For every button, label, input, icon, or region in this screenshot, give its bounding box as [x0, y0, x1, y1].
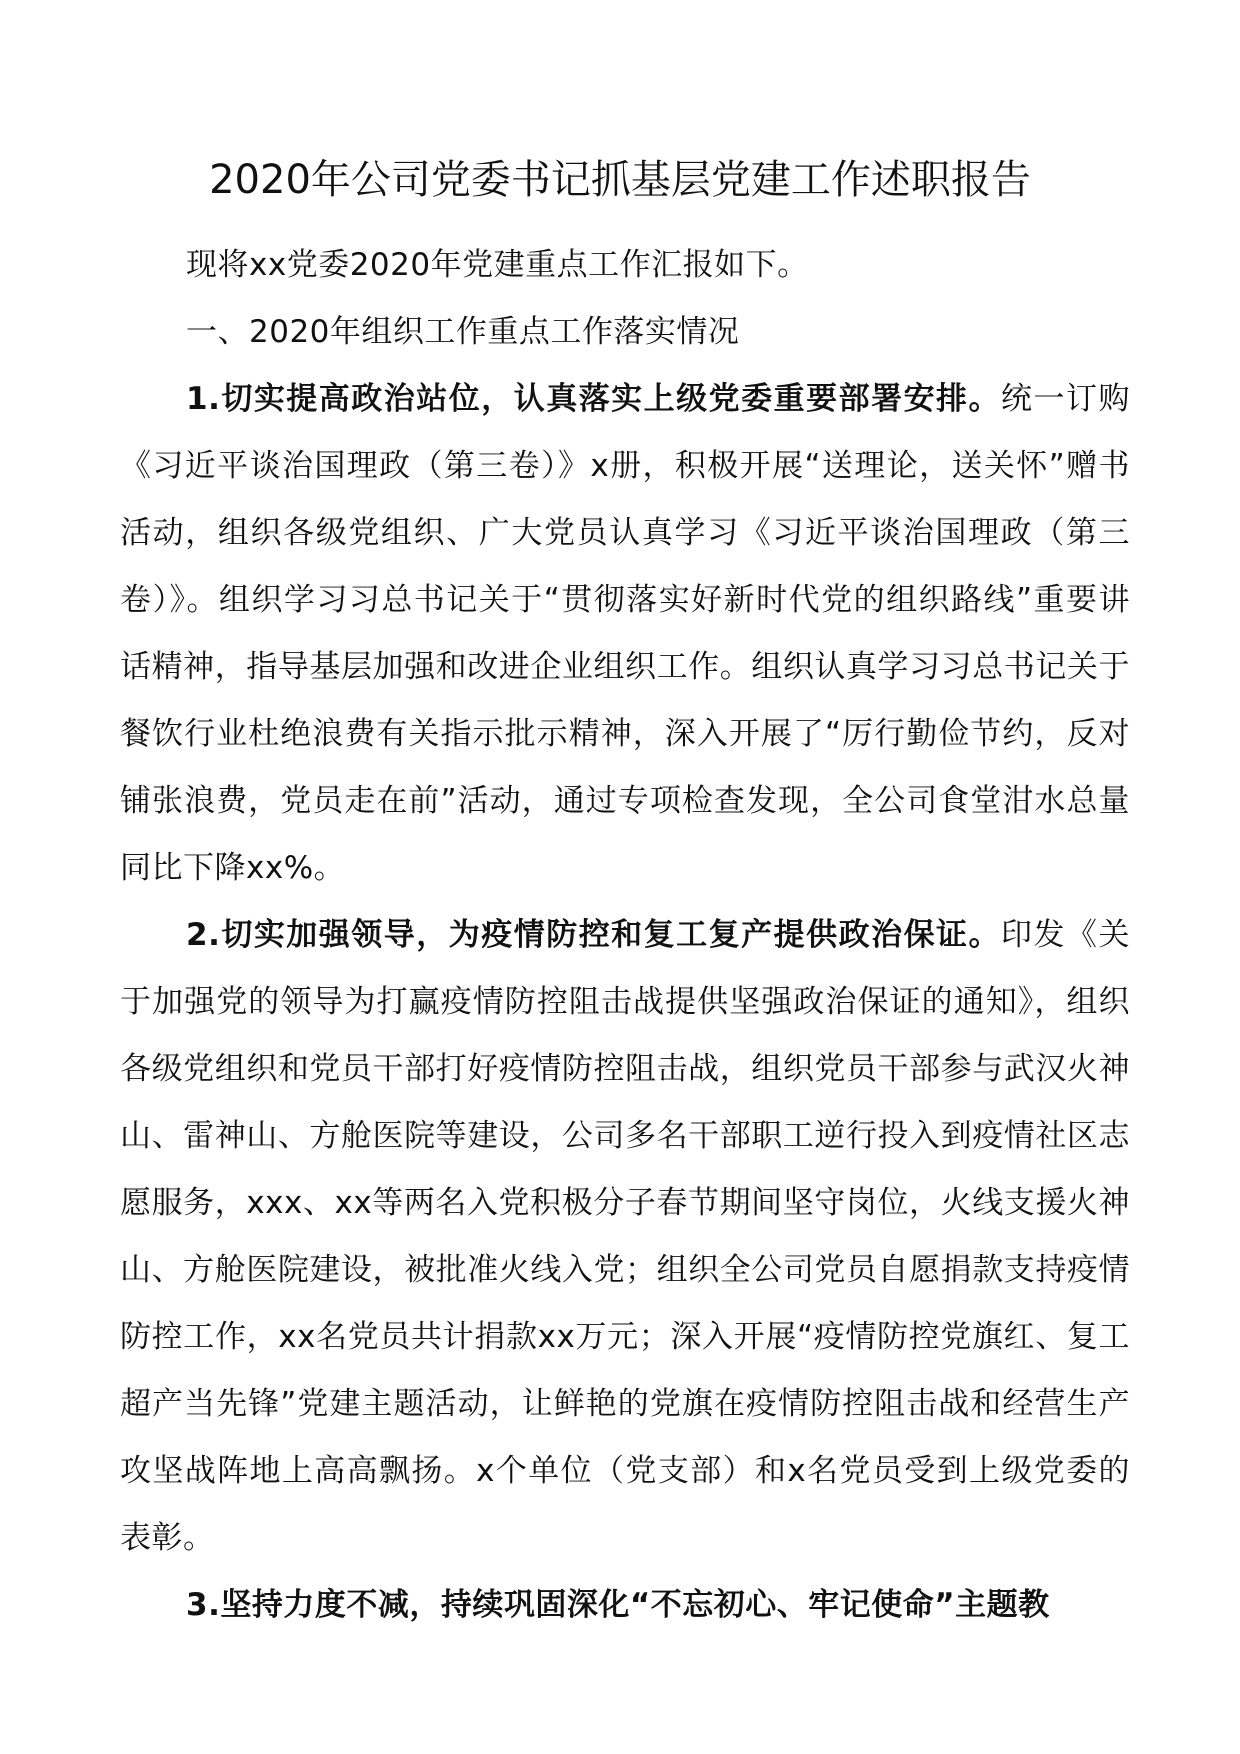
item-body-2: 印发《关于加强党的领导为打赢疫情防控阻击战提供坚强政治保证的通知》，组织各级党组织和党员干部打好疫情防控阻击战，组织党员干部参与武汉火神山、雷神山、方舱医院等建设，公司多名干部职工逆行投入到疫情社区志愿服务，xxx、xx等两名入党积极分子春节期间坚守岗位，火线支援火神山、方舱医院建设，被批准火线入党；组织全公司党员自愿捐款支持疫情防控工作，xx名党员共计捐款xx万元；深入开展“疫情防控党旗红、复工超产当先锋”党建主题活动，让鲜艳的党旗在疫情防控阻击战和经营生产攻坚战阵地上高高飘扬。x个单位（党支部）和x名党员受到上级党委的表彰。 — [120, 917, 1131, 1556]
item-heading-1: 1.切实提高政治站位，认真落实上级党委重要部署安排。 — [186, 381, 1002, 417]
item-paragraph-3 — [120, 1572, 1130, 1639]
item-paragraph-1 — [120, 366, 1130, 902]
item-heading-2: 2.切实加强领导，为疫情防控和复工复产提供政治保证。 — [186, 917, 1002, 953]
section-heading: 一、2020年组织工作重点工作落实情况 — [186, 314, 740, 350]
document-title: 2020年公司党委书记抓基层党建工作述职报告 — [209, 157, 1031, 203]
intro-paragraph: 现将xx党委2020年党建重点工作汇报如下。 — [186, 247, 809, 283]
document-body — [120, 232, 1130, 1639]
item-paragraph-2 — [120, 902, 1130, 1572]
item-body-1: 统一订购《习近平谈治国理政（第三卷）》x册，积极开展“送理论，送关怀”赠书活动，组织各级党组织、广大党员认真学习《习近平谈治国理政（第三卷）》。组织学习习总书记关于“贯彻落实好新时代党的组织路线”重要讲话精神，指导基层加强和改进企业组织工作。组织认真学习习总书记关于餐饮行业杜绝浪费有关指示批示精神，深入开展了“厉行勤俭节约，反对铺张浪费，党员走在前”活动，通过专项检查发现，全公司食堂泔水总量同比下降xx%。 — [120, 381, 1131, 886]
item-heading-3: 3.坚持力度不减，持续巩固深化“不忘初心、牢记使命”主题教 — [186, 1587, 1050, 1623]
